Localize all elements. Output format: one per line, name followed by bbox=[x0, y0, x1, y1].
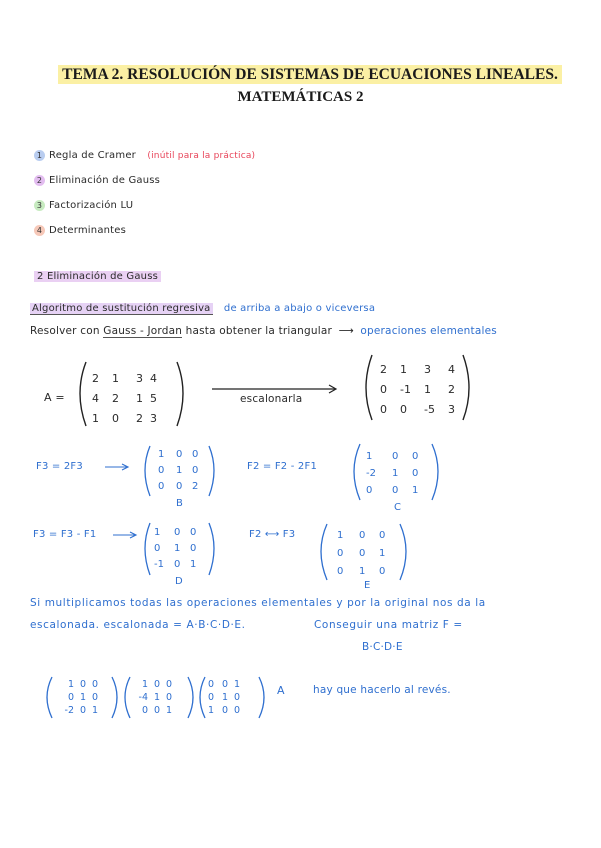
bottom-matrix-3: 0 0 1 0 1 0 1 0 0 bbox=[208, 679, 241, 716]
section-label: Eliminación de Gauss bbox=[46, 271, 159, 282]
text-line1: Si multiplicamos todas las operaciones elementales y por la original nos da la bbox=[30, 597, 486, 609]
index-num: 1 bbox=[34, 150, 45, 161]
index-num: 2 bbox=[34, 175, 45, 186]
matrix-a: 2 1 3 4 4 2 1 5 1 0 2 3 bbox=[92, 372, 157, 425]
matrix-c-name: C bbox=[394, 502, 402, 513]
matrix-e-name: E bbox=[364, 580, 371, 591]
matrix-e: 1 0 0 0 0 1 0 1 0 bbox=[337, 530, 386, 577]
arrow-label: escalonarla bbox=[240, 393, 303, 405]
text-a: Resolver con bbox=[30, 325, 100, 337]
bottom-matrix-1: 1 0 0 0 1 0 -2 0 1 bbox=[64, 679, 99, 716]
text-line2a: escalonada. escalonada = A·B·C·D·E. bbox=[30, 619, 246, 631]
algo-label: Algoritmo de sustitución regresiva bbox=[32, 303, 211, 314]
matrix-d: 1 0 0 0 1 0 -1 0 1 bbox=[154, 527, 197, 570]
matrix-b: 1 0 0 0 1 0 0 0 2 bbox=[158, 449, 199, 492]
index-num: 3 bbox=[34, 200, 45, 211]
index-label: Eliminación de Gauss bbox=[49, 175, 161, 186]
matrix-a-label: A = bbox=[44, 391, 65, 404]
matrix-c: 1 0 0 -2 1 0 0 0 1 bbox=[366, 451, 419, 496]
text-line3: B·C·D·E bbox=[362, 641, 403, 653]
bottom-note: hay que hacerlo al revés. bbox=[313, 684, 451, 696]
page-subtitle: MATEMÁTICAS 2 bbox=[237, 89, 364, 105]
op-b-label: F3 = 2F3 bbox=[36, 461, 83, 472]
bottom-a: A bbox=[277, 684, 285, 697]
matrix-b-name: B bbox=[176, 498, 184, 509]
text-d: operaciones elementales bbox=[360, 325, 497, 337]
algo-note: de arriba a abajo o viceversa bbox=[223, 303, 376, 314]
title-line1: TEMA 2. RESOLUCIÓN DE SISTEMAS DE ECUACIONES LINEALES. bbox=[58, 65, 562, 84]
op-d-label: F3 = F3 - F1 bbox=[33, 529, 97, 540]
op-c-label: F2 = F2 - 2F1 bbox=[247, 461, 318, 472]
gauss-jordan-line: Resolver con Gauss - Jordan hasta obtener la triangular ⟶ operaciones elementales bbox=[30, 325, 497, 337]
op-e-label: F2 ⟷ F3 bbox=[249, 529, 296, 540]
text-c: hasta obtener la triangular bbox=[185, 325, 333, 337]
index-label: Determinantes bbox=[49, 225, 127, 236]
text-line2b: Conseguir una matriz F = bbox=[314, 619, 463, 631]
bottom-matrix-2: 1 0 0 -4 1 0 0 0 1 bbox=[138, 679, 173, 716]
index-label: Factorización LU bbox=[49, 200, 134, 211]
text-b: Gauss - Jordan bbox=[103, 325, 183, 337]
index-label: Regla de Cramer bbox=[49, 150, 136, 161]
matrix-a-result: 2 1 3 4 0 -1 1 2 0 0 -5 3 bbox=[380, 363, 455, 416]
matrix-d-name: D bbox=[175, 576, 183, 587]
index-num: 4 bbox=[34, 225, 45, 236]
section-num: 2 bbox=[37, 271, 44, 282]
index-note: (inútil para la práctica) bbox=[147, 151, 256, 161]
